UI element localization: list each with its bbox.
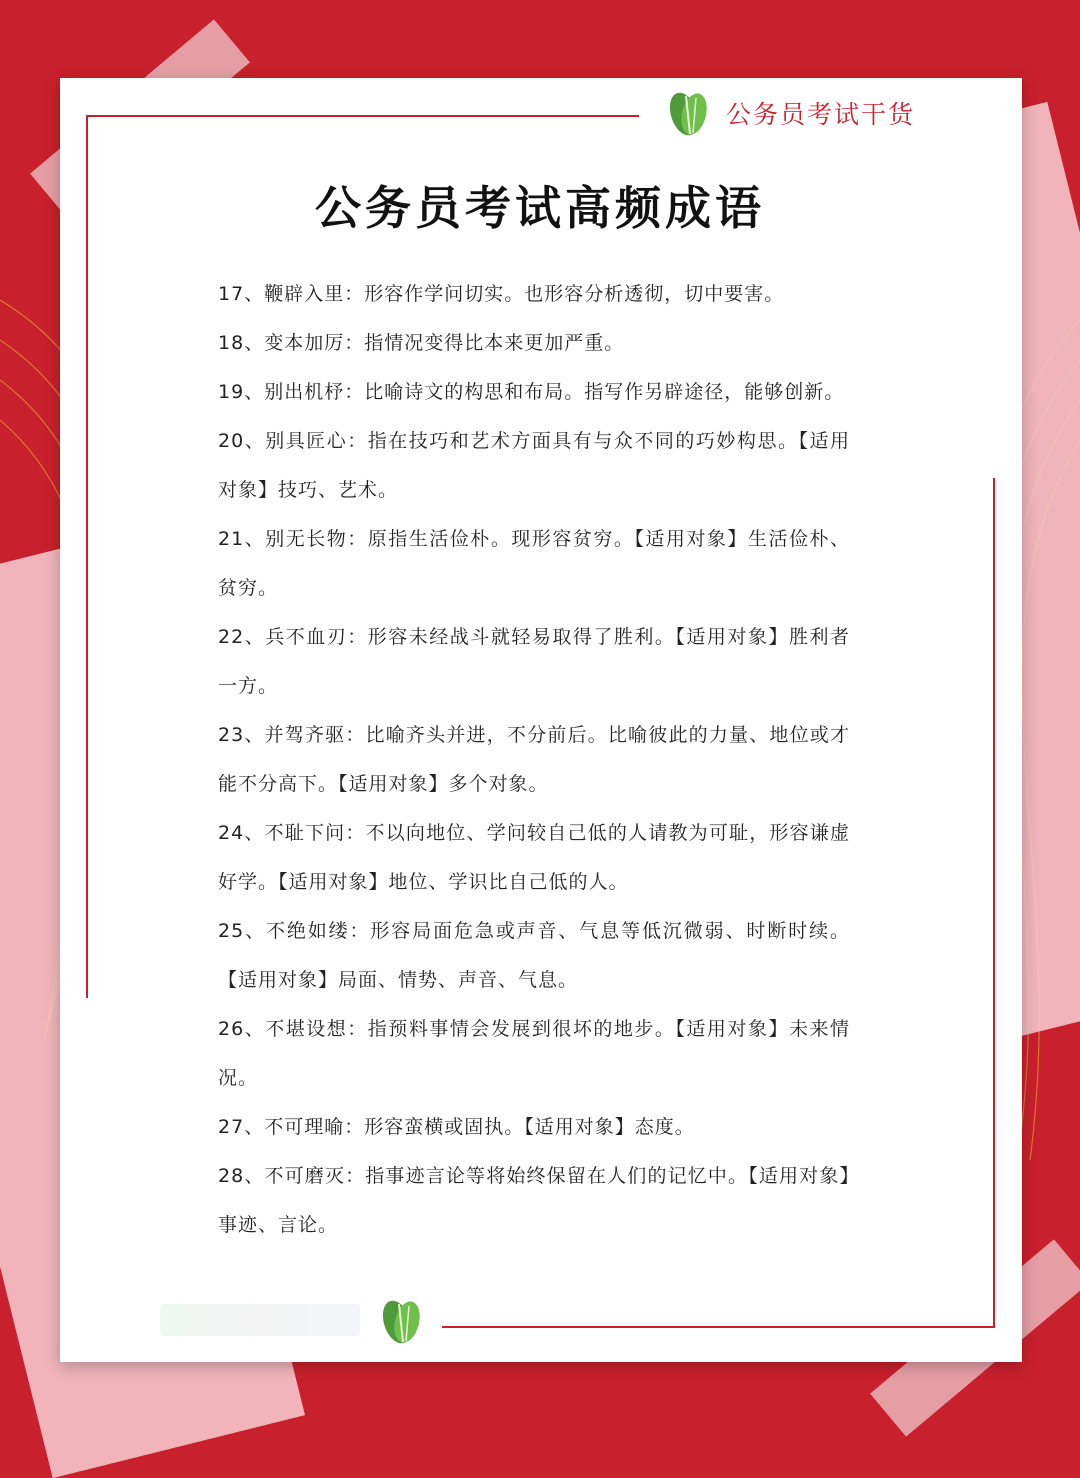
item-number: 27 — [218, 1116, 245, 1138]
cabbage-icon — [376, 1296, 426, 1346]
item-number: 22 — [218, 626, 245, 648]
list-item — [218, 1005, 850, 1103]
item-number: 18 — [218, 332, 245, 354]
list-item — [218, 368, 850, 417]
item-text: 、不绝如缕：形容局面危急或声音、气息等低沉微弱、时断时续。【适用对象】局面、情势、声音、气息。 — [218, 920, 850, 991]
item-text: 、别出机杼：比喻诗文的构思和布局。指写作另辟途径，能够创新。 — [244, 381, 845, 403]
list-item — [218, 809, 850, 907]
item-number: 28 — [218, 1165, 245, 1187]
item-text: 、并驾齐驱：比喻齐头并进，不分前后。比喻彼此的力量、地位或才能不分高下。【适用对象】多个对象。 — [218, 724, 850, 795]
list-item — [218, 711, 850, 809]
brand-header — [664, 88, 915, 138]
idiom-list — [218, 270, 850, 1250]
item-number: 19 — [218, 381, 245, 403]
list-item — [218, 613, 850, 711]
item-number: 21 — [218, 528, 245, 550]
frame-line-bottom — [442, 1326, 995, 1328]
item-text: 、兵不血刃：形容未经战斗就轻易取得了胜利。【适用对象】胜利者一方。 — [218, 626, 850, 697]
item-text: 、别无长物：原指生活俭朴。现形容贫穷。【适用对象】生活俭朴、贫穷。 — [218, 528, 850, 599]
item-text: 、鞭辟入里：形容作学问切实。也形容分析透彻，切中要害。 — [244, 283, 785, 305]
item-number: 20 — [218, 430, 245, 452]
item-text: 、变本加厉：指情况变得比本来更加严重。 — [244, 332, 625, 354]
list-item — [218, 907, 850, 1005]
item-number: 25 — [218, 920, 245, 942]
item-text: 、别具匠心：指在技巧和艺术方面具有与众不同的巧妙构思。【适用对象】技巧、艺术。 — [218, 430, 850, 501]
footer-watermark — [160, 1304, 360, 1336]
item-text: 、不耻下问：不以向地位、学问较自己低的人请教为可耻，形容谦虚好学。【适用对象】地位、学识比自己低的人。 — [218, 822, 850, 893]
list-item — [218, 319, 850, 368]
item-number: 26 — [218, 1018, 245, 1040]
list-item — [218, 270, 850, 319]
list-item — [218, 1103, 850, 1152]
list-item — [218, 515, 850, 613]
item-number: 23 — [218, 724, 245, 746]
item-text: 、不可磨灭：指事迹言论等将始终保留在人们的记忆中。【适用对象】事迹、言论。 — [218, 1165, 850, 1236]
item-text: 、不可理喻：形容蛮横或固执。【适用对象】态度。 — [244, 1116, 695, 1138]
cabbage-icon — [664, 88, 712, 138]
frame-line-right — [993, 478, 995, 1327]
frame-line-left — [86, 115, 88, 998]
page-title: 公务员考试高频成语 — [315, 181, 765, 235]
brand-name: 公务员考试干货 — [726, 100, 916, 129]
item-number: 17 — [218, 283, 245, 305]
item-text: 、不堪设想：指预料事情会发展到很坏的地步。【适用对象】未来情况。 — [218, 1018, 850, 1089]
list-item — [218, 1152, 850, 1250]
frame-line-top — [86, 115, 639, 117]
list-item — [218, 417, 850, 515]
item-number: 24 — [218, 822, 245, 844]
